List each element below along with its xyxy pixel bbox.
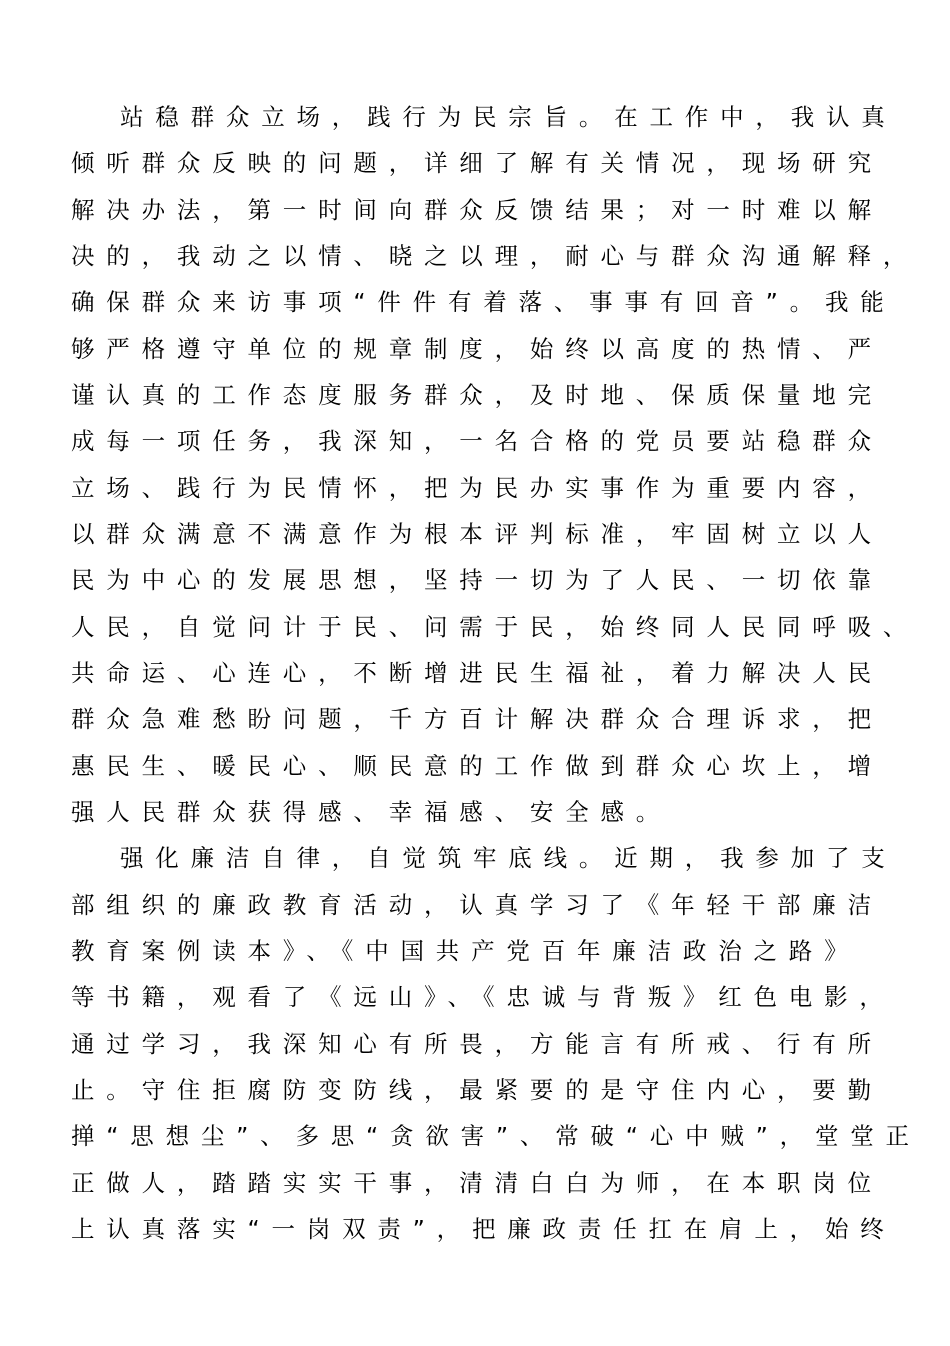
text-line: 惠民生、暖民心、顺民意的工作做到群众心坎上，增 [71,752,883,780]
text-line: 决的，我动之以情、晓之以理，耐心与群众沟通解释， [71,242,919,270]
text-line: 民为中心的发展思想，坚持一切为了人民、一切依靠 [71,566,883,594]
text-line: 强化廉洁自律，自觉筑牢底线。近期，我参加了支 [120,844,897,872]
text-line: 够严格遵守单位的规章制度，始终以高度的热情、严 [71,335,883,363]
text-line: 共命运、心连心，不断增进民生福祉，着力解决人民 [71,659,883,687]
text-line: 谨认真的工作态度服务群众，及时地、保质保量地完 [71,381,883,409]
text-line: 立场、践行为民情怀，把为民办实事作为重要内容， [71,474,883,502]
text-line: 确保群众来访事项“件件有着落、事事有回音”。我能 [71,288,896,316]
text-line: 正做人，踏踏实实干事，清清白白为师，在本职岗位 [71,1169,883,1197]
text-line: 强人民群众获得感、幸福感、安全感。 [71,798,672,826]
text-line: 解决办法，第一时间向群众反馈结果；对一时难以解 [71,196,883,224]
text-line: 教育案例读本》、《中国共产党百年廉洁政治之路》 [71,937,860,965]
text-line: 以群众满意不满意作为根本评判标准，牢固树立以人 [71,520,883,548]
text-line: 等书籍，观看了《远山》、《忠诚与背叛》红色电影， [71,983,895,1011]
text-line: 倾听群众反映的问题，详细了解有关情况，现场研究 [71,149,883,177]
text-line: 群众急难愁盼问题，千方百计解决群众合理诉求，把 [71,705,883,733]
text-line: 站稳群众立场，践行为民宗旨。在工作中，我认真 [120,103,897,131]
text-line: 上认真落实“一岗双责”，把廉政责任扛在肩上，始终 [71,1215,896,1243]
text-line: 成每一项任务，我深知，一名合格的党员要站稳群众 [71,427,883,455]
text-line: 部组织的廉政教育活动，认真学习了《年轻干部廉洁 [71,891,883,919]
text-line: 止。守住拒腐防变防线，最紧要的是守住内心，要勤 [71,1076,883,1104]
text-line: 通过学习，我深知心有所畏，方能言有所戒、行有所 [71,1030,883,1058]
text-line: 掸“思想尘”、多思“贪欲害”、常破“心中贼”，堂堂正 [71,1122,921,1150]
text-line: 人民，自觉问计于民、问需于民，始终同人民同呼吸、 [71,613,919,641]
